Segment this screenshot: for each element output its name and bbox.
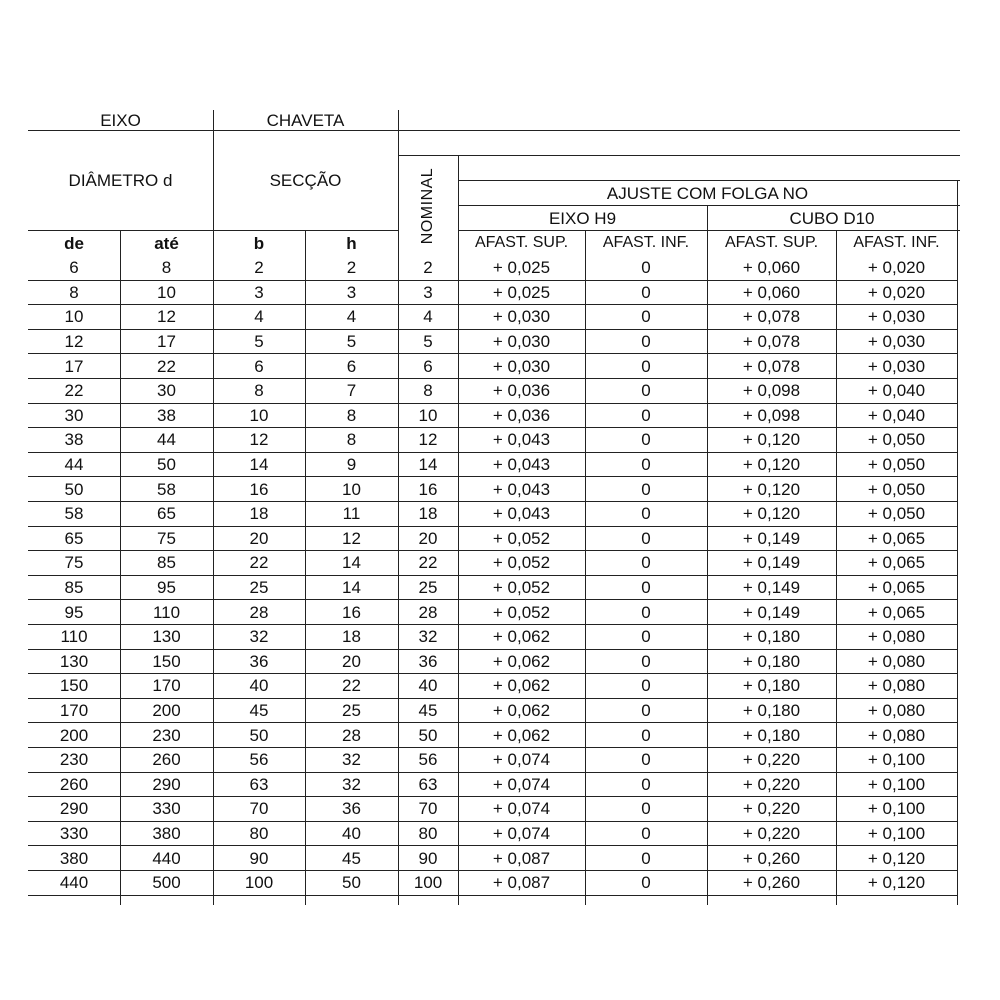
cell-h: 20	[342, 651, 361, 671]
cell-h: 32	[342, 774, 361, 794]
cell-cubo-afast-sup: + 0,120	[742, 430, 801, 450]
cell-cubo-afast-sup: + 0,149	[742, 578, 801, 598]
cell-cubo-afast-sup: + 0,120	[742, 504, 801, 524]
cell-b: 16	[249, 479, 269, 499]
cell-b: 3	[254, 282, 264, 302]
cell-h: 9	[346, 455, 357, 475]
cell-eixo-afast-inf: 0	[641, 479, 651, 499]
header-vrule-right	[957, 180, 958, 255]
cell-nominal: 16	[418, 479, 438, 499]
cell-cubo-afast-inf: + 0,080	[867, 701, 926, 721]
cell-ate: 500	[152, 873, 181, 893]
header-b: b	[253, 233, 265, 253]
cell-b: 20	[249, 528, 269, 548]
cell-eixo-afast-sup: + 0,052	[492, 578, 551, 598]
header-ajuste: AJUSTE COM FOLGA NO	[606, 183, 809, 203]
cell-nominal: 14	[418, 455, 438, 475]
cell-cubo-afast-inf: + 0,120	[867, 848, 926, 868]
cell-nominal: 80	[418, 824, 438, 844]
cell-eixo-afast-sup: + 0,025	[492, 258, 551, 278]
cell-h: 45	[342, 848, 361, 868]
cell-h: 16	[342, 602, 361, 622]
cell-cubo-afast-inf: + 0,080	[867, 627, 926, 647]
cell-nominal: 25	[418, 578, 438, 598]
cell-de: 200	[59, 725, 89, 745]
cell-cubo-afast-sup: + 0,260	[742, 873, 801, 893]
cell-eixo-afast-sup: + 0,043	[492, 455, 551, 475]
cell-de: 380	[59, 848, 89, 868]
cell-h: 22	[342, 676, 361, 696]
cell-ate: 38	[157, 405, 176, 425]
cell-cubo-afast-inf: + 0,050	[867, 455, 926, 475]
cell-nominal: 6	[423, 356, 433, 376]
cell-eixo-afast-inf: 0	[641, 824, 651, 844]
cell-cubo-afast-inf: + 0,040	[867, 405, 926, 425]
cell-ate: 130	[152, 627, 181, 647]
cell-b: 2	[254, 258, 264, 278]
cell-b: 14	[249, 455, 269, 475]
cell-nominal: 10	[418, 405, 438, 425]
cell-cubo-afast-sup: + 0,180	[742, 676, 801, 696]
cell-b: 4	[254, 307, 264, 327]
cell-de: 230	[59, 750, 89, 770]
cell-de: 75	[64, 553, 84, 573]
cell-nominal: 32	[418, 627, 438, 647]
cell-cubo-afast-inf: + 0,065	[867, 528, 926, 548]
cell-nominal: 12	[418, 430, 438, 450]
cell-nominal: 3	[423, 282, 433, 302]
header-nominal-label: NOMINAL	[419, 167, 437, 244]
cell-ate: 75	[157, 528, 176, 548]
cell-cubo-afast-sup: + 0,098	[742, 381, 801, 401]
cell-eixo-afast-inf: 0	[641, 750, 651, 770]
header-eixo: EIXO	[100, 110, 141, 130]
header-de: de	[64, 233, 84, 253]
cell-cubo-afast-sup: + 0,060	[742, 258, 801, 278]
cell-nominal: 28	[418, 602, 438, 622]
cell-eixo-afast-sup: + 0,087	[492, 848, 551, 868]
cell-h: 40	[342, 824, 361, 844]
cell-eixo-afast-inf: 0	[641, 430, 651, 450]
cell-de: 65	[64, 528, 84, 548]
cell-eixo-afast-sup: + 0,074	[492, 774, 551, 794]
header-seccao: SECÇÃO	[269, 171, 342, 190]
column-rule	[836, 255, 837, 905]
cell-eixo-afast-sup: + 0,062	[492, 651, 551, 671]
cell-b: 25	[249, 578, 269, 598]
cell-cubo-afast-inf: + 0,080	[867, 651, 926, 671]
cell-eixo-afast-inf: 0	[641, 258, 651, 278]
cell-h: 50	[342, 873, 361, 893]
cell-eixo-afast-inf: 0	[641, 676, 651, 696]
cell-cubo-afast-inf: + 0,080	[867, 725, 926, 745]
cell-eixo-afast-sup: + 0,030	[492, 356, 551, 376]
header-rule-2	[398, 155, 960, 156]
cell-b: 28	[249, 602, 269, 622]
cell-eixo-afast-inf: 0	[641, 282, 651, 302]
cell-eixo-afast-sup: + 0,087	[492, 873, 551, 893]
cell-cubo-afast-inf: + 0,100	[867, 824, 926, 844]
column-rule	[398, 255, 399, 905]
cell-cubo-afast-sup: + 0,180	[742, 651, 801, 671]
cell-cubo-afast-inf: + 0,030	[867, 356, 926, 376]
cell-cubo-afast-inf: + 0,020	[867, 258, 926, 278]
cell-ate: 44	[157, 430, 176, 450]
cell-eixo-afast-sup: + 0,052	[492, 602, 551, 622]
cell-eixo-afast-sup: + 0,043	[492, 504, 551, 524]
cell-nominal: 50	[418, 725, 438, 745]
cell-cubo-afast-inf: + 0,050	[867, 504, 926, 524]
cell-de: 170	[59, 701, 89, 721]
header-nominal	[399, 156, 458, 255]
cell-nominal: 4	[423, 307, 433, 327]
cell-eixo-afast-inf: 0	[641, 848, 651, 868]
cell-h: 5	[346, 332, 357, 352]
cell-h: 4	[346, 307, 357, 327]
cell-eixo-afast-inf: 0	[641, 725, 651, 745]
cell-de: 8	[69, 282, 79, 302]
cell-h: 36	[342, 799, 361, 819]
cell-de: 58	[64, 504, 84, 524]
cell-cubo-afast-sup: + 0,220	[742, 750, 801, 770]
cell-cubo-afast-sup: + 0,180	[742, 627, 801, 647]
cell-b: 40	[249, 676, 269, 696]
cell-eixo-afast-sup: + 0,062	[492, 701, 551, 721]
cell-cubo-afast-sup: + 0,220	[742, 799, 801, 819]
cell-de: 150	[59, 676, 89, 696]
cell-b: 70	[249, 799, 269, 819]
cell-eixo-afast-inf: 0	[641, 873, 651, 893]
cell-h: 3	[346, 282, 357, 302]
column-rule	[707, 255, 708, 905]
cell-cubo-afast-inf: + 0,050	[867, 430, 926, 450]
cell-cubo-afast-inf: + 0,065	[867, 553, 926, 573]
cell-cubo-afast-sup: + 0,120	[742, 479, 801, 499]
cell-cubo-afast-inf: + 0,020	[867, 282, 926, 302]
cell-cubo-afast-inf: + 0,120	[867, 873, 926, 893]
cell-h: 12	[342, 528, 361, 548]
header-diametro: DIÂMETRO d	[68, 171, 173, 190]
cell-ate: 58	[157, 479, 176, 499]
cell-ate: 50	[157, 455, 176, 475]
cell-eixo-afast-inf: 0	[641, 602, 651, 622]
cell-h: 11	[342, 504, 361, 524]
cell-eixo-afast-sup: + 0,062	[492, 725, 551, 745]
cell-ate: 200	[152, 701, 181, 721]
cell-ate: 110	[152, 602, 181, 622]
cell-nominal: 45	[418, 701, 438, 721]
cell-eixo-afast-inf: 0	[641, 553, 651, 573]
column-rule	[213, 255, 214, 905]
cell-de: 260	[59, 774, 89, 794]
cell-h: 2	[346, 258, 357, 278]
cell-h: 14	[342, 578, 361, 598]
cell-eixo-afast-inf: 0	[641, 356, 651, 376]
header-afast-inf-h9: AFAST. INF.	[602, 234, 690, 251]
cell-h: 8	[346, 430, 357, 450]
cell-h: 10	[342, 479, 361, 499]
cell-eixo-afast-sup: + 0,036	[492, 381, 551, 401]
cell-cubo-afast-sup: + 0,060	[742, 282, 801, 302]
cell-b: 18	[249, 504, 269, 524]
cell-ate: 22	[157, 356, 176, 376]
cell-h: 8	[346, 405, 357, 425]
cell-eixo-afast-inf: 0	[641, 307, 651, 327]
cell-h: 25	[342, 701, 361, 721]
cell-ate: 150	[152, 651, 181, 671]
cell-b: 36	[249, 651, 269, 671]
cell-nominal: 8	[423, 381, 433, 401]
cell-cubo-afast-sup: + 0,220	[742, 824, 801, 844]
cell-eixo-afast-inf: 0	[641, 578, 651, 598]
cell-b: 5	[254, 332, 264, 352]
column-rule	[585, 255, 586, 905]
column-rule	[957, 255, 958, 905]
column-rule	[458, 255, 459, 905]
cell-ate: 230	[152, 725, 181, 745]
cell-ate: 8	[161, 258, 172, 278]
cell-eixo-afast-sup: + 0,043	[492, 430, 551, 450]
cell-nominal: 5	[423, 332, 433, 352]
cell-b: 10	[249, 405, 269, 425]
cell-ate: 380	[152, 824, 181, 844]
cell-eixo-afast-sup: + 0,030	[492, 307, 551, 327]
cell-cubo-afast-inf: + 0,065	[867, 578, 926, 598]
cell-ate: 290	[152, 774, 181, 794]
cell-cubo-afast-sup: + 0,078	[742, 356, 801, 376]
cell-b: 80	[249, 824, 269, 844]
cell-eixo-afast-inf: 0	[641, 455, 651, 475]
cell-nominal: 70	[418, 799, 438, 819]
cell-b: 56	[249, 750, 269, 770]
cell-h: 18	[342, 627, 361, 647]
cell-eixo-afast-sup: + 0,062	[492, 676, 551, 696]
header-afast-sup-h9: AFAST. SUP.	[474, 234, 569, 251]
cell-de: 290	[59, 799, 89, 819]
cell-de: 38	[64, 430, 84, 450]
cell-de: 85	[64, 578, 84, 598]
cell-de: 130	[59, 651, 89, 671]
cell-eixo-afast-inf: 0	[641, 701, 651, 721]
header-chaveta: CHAVETA	[266, 110, 345, 130]
cell-b: 22	[249, 553, 269, 573]
cell-b: 45	[249, 701, 269, 721]
cell-eixo-afast-inf: 0	[641, 528, 651, 548]
cell-cubo-afast-sup: + 0,149	[742, 553, 801, 573]
cell-h: 7	[346, 381, 357, 401]
cell-eixo-afast-sup: + 0,025	[492, 282, 551, 302]
cell-ate: 65	[157, 504, 176, 524]
cell-ate: 330	[152, 799, 181, 819]
cell-cubo-afast-inf: + 0,065	[867, 602, 926, 622]
header-afast-inf-d10: AFAST. INF.	[853, 234, 940, 251]
cell-de: 30	[64, 405, 84, 425]
cell-nominal: 90	[418, 848, 438, 868]
cell-eixo-afast-sup: + 0,052	[492, 528, 551, 548]
cell-cubo-afast-sup: + 0,149	[742, 602, 801, 622]
cell-nominal: 18	[418, 504, 438, 524]
header-ate: até	[154, 233, 179, 253]
cell-cubo-afast-inf: + 0,100	[867, 799, 926, 819]
cell-nominal: 22	[418, 553, 438, 573]
cell-cubo-afast-sup: + 0,120	[742, 455, 801, 475]
cell-de: 330	[59, 824, 89, 844]
cell-cubo-afast-inf: + 0,050	[867, 479, 926, 499]
cell-de: 44	[64, 455, 84, 475]
cell-eixo-afast-sup: + 0,074	[492, 750, 551, 770]
header-cubo-d10: CUBO D10	[789, 208, 875, 228]
cell-cubo-afast-sup: + 0,180	[742, 725, 801, 745]
column-rule	[305, 255, 306, 905]
cell-de: 12	[64, 332, 84, 352]
cell-eixo-afast-sup: + 0,036	[492, 405, 551, 425]
cell-nominal: 40	[418, 676, 438, 696]
cell-nominal: 63	[418, 774, 438, 794]
cell-cubo-afast-inf: + 0,030	[867, 307, 926, 327]
cell-de: 440	[59, 873, 89, 893]
cell-cubo-afast-sup: + 0,098	[742, 405, 801, 425]
header-eixo-h9: EIXO H9	[548, 208, 617, 228]
cell-ate: 260	[152, 750, 181, 770]
cell-h: 14	[342, 553, 361, 573]
cell-ate: 17	[157, 332, 176, 352]
cell-eixo-afast-inf: 0	[641, 774, 651, 794]
cell-eixo-afast-inf: 0	[641, 627, 651, 647]
cell-eixo-afast-inf: 0	[641, 651, 651, 671]
cell-eixo-afast-sup: + 0,052	[492, 553, 551, 573]
cell-cubo-afast-sup: + 0,180	[742, 701, 801, 721]
cell-nominal: 20	[418, 528, 438, 548]
cell-eixo-afast-inf: 0	[641, 504, 651, 524]
cell-ate: 170	[152, 676, 181, 696]
cell-nominal: 2	[423, 258, 433, 278]
cell-cubo-afast-sup: + 0,078	[742, 332, 801, 352]
cell-eixo-afast-inf: 0	[641, 799, 651, 819]
cell-eixo-afast-sup: + 0,030	[492, 332, 551, 352]
cell-nominal: 56	[418, 750, 438, 770]
cell-de: 17	[64, 356, 84, 376]
header-rule-top-right	[398, 130, 960, 131]
cell-cubo-afast-inf: + 0,100	[867, 750, 926, 770]
cell-h: 32	[342, 750, 361, 770]
cell-de: 10	[64, 307, 84, 327]
cell-eixo-afast-sup: + 0,043	[492, 479, 551, 499]
cell-h: 6	[346, 356, 357, 376]
cell-nominal: 36	[418, 651, 438, 671]
cell-ate: 10	[157, 282, 176, 302]
cell-eixo-afast-sup: + 0,074	[492, 824, 551, 844]
cell-nominal: 100	[413, 873, 443, 893]
cell-cubo-afast-sup: + 0,149	[742, 528, 801, 548]
cell-cubo-afast-inf: + 0,100	[867, 774, 926, 794]
cell-b: 50	[249, 725, 269, 745]
row-rule	[28, 895, 958, 896]
cell-eixo-afast-inf: 0	[641, 381, 651, 401]
cell-cubo-afast-inf: + 0,030	[867, 332, 926, 352]
header-afast-sup-d10: AFAST. SUP.	[724, 234, 819, 251]
cell-ate: 85	[157, 553, 176, 573]
cell-b: 32	[249, 627, 269, 647]
cell-cubo-afast-sup: + 0,078	[742, 307, 801, 327]
cell-de: 22	[64, 381, 84, 401]
cell-ate: 30	[157, 381, 176, 401]
cell-b: 100	[244, 873, 274, 893]
header-h: h	[346, 233, 357, 253]
column-rule	[120, 255, 121, 905]
cell-cubo-afast-inf: + 0,080	[867, 676, 926, 696]
cell-eixo-afast-inf: 0	[641, 332, 651, 352]
cell-ate: 440	[152, 848, 181, 868]
cell-cubo-afast-sup: + 0,220	[742, 774, 801, 794]
cell-eixo-afast-sup: + 0,062	[492, 627, 551, 647]
cell-eixo-afast-inf: 0	[641, 405, 651, 425]
cell-h: 28	[342, 725, 361, 745]
cell-de: 110	[60, 627, 88, 647]
cell-ate: 95	[157, 578, 176, 598]
cell-b: 12	[249, 430, 269, 450]
cell-de: 50	[64, 479, 84, 499]
cell-b: 8	[254, 381, 264, 401]
cell-b: 90	[249, 848, 269, 868]
cell-de: 6	[69, 258, 79, 278]
cell-eixo-afast-sup: + 0,074	[492, 799, 551, 819]
cell-ate: 12	[157, 307, 176, 327]
cell-b: 6	[254, 356, 264, 376]
cell-cubo-afast-inf: + 0,040	[867, 381, 926, 401]
cell-de: 95	[64, 602, 84, 622]
cell-b: 63	[249, 774, 269, 794]
cell-cubo-afast-sup: + 0,260	[742, 848, 801, 868]
